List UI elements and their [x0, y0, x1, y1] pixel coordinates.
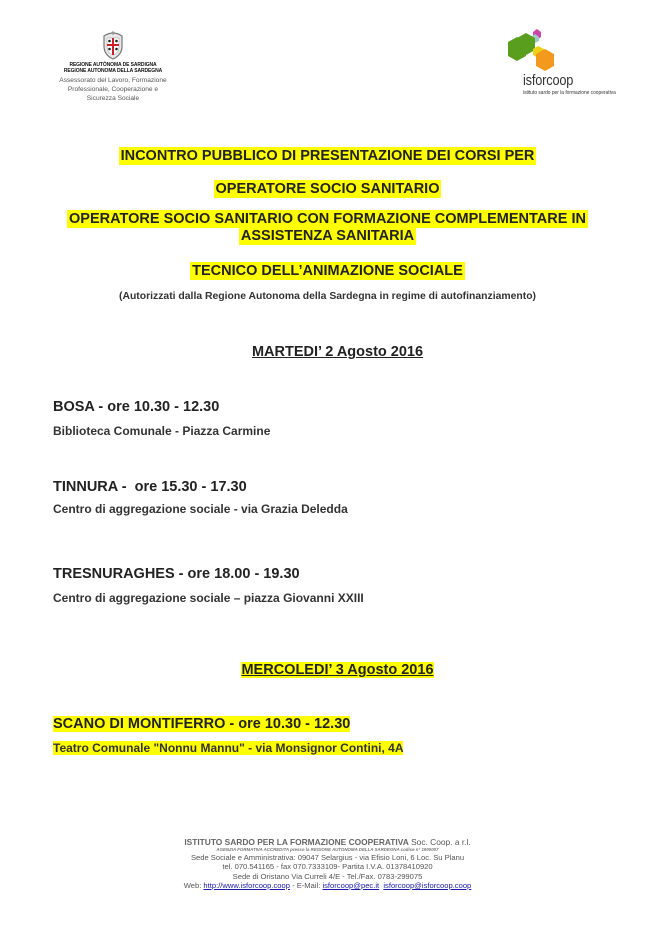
title-oss: [0, 181, 655, 197]
regione-sardegna-logo: [48, 30, 178, 103]
footer-contacts: [0, 881, 655, 890]
event-place-tresnuraghes: Centro di aggregazione sociale – piazza Giovanni XXIII: [53, 591, 364, 605]
footer-sede: Sede Sociale e Amministrativa: 09047 Selargius - via Efisio Loni, 6 Loc. Su Planu: [190, 853, 465, 863]
footer-accreditation: AGENZIA FORMATIVA ACCREDITA presso la REGIONE AUTONOMA DELLA SARDEGNA codice n° 1900007: [216, 847, 439, 853]
assessorato-line-1: Assessorato del Lavoro, Formazione: [59, 77, 167, 84]
regione-name-sardinian: REGIONE AUTÒNOMA DE SARDIGNA: [69, 62, 157, 68]
coat-of-arms-icon: [100, 30, 126, 60]
event-place-tinnura: Centro di aggregazione sociale - via Grazia Deledda: [53, 502, 348, 516]
title-line-3a: OPERATORE SOCIO SANITARIO CON FORMAZIONE COMPLEMENTARE IN: [69, 211, 586, 227]
footer-org-name: ISTITUTO SARDO PER LA FORMAZIONE COOPERATIVA: [184, 837, 409, 847]
footer: [0, 838, 655, 890]
assessorato-text: [48, 76, 178, 103]
assessorato-line-3: Sicurezza Sociale: [86, 95, 140, 102]
isforcoop-wordmark: isforcoop: [523, 72, 574, 89]
isforcoop-tagline: istituto sardo per la formazione cooperativa: [523, 90, 616, 96]
hexagon-logo-icon: [506, 26, 556, 78]
date-heading-mercoledi: [10, 662, 655, 678]
email-pec-link[interactable]: isforcoop@pec.it: [322, 880, 380, 890]
event-title-tinnura: TINNURA - ore 15.30 - 17.30: [53, 479, 247, 495]
footer-oristano: Sede di Oristano Via Curreli 4/E - Tel./Fax. 0783-299075: [232, 871, 423, 881]
date-text: MERCOLEDI’ 3 Agosto 2016: [241, 662, 434, 678]
title-incontro-pubblico: [0, 148, 655, 164]
website-link[interactable]: http://www.isforcoop.coop: [203, 880, 290, 890]
date-text: MARTEDI’ 2 Agosto 2016: [251, 344, 424, 360]
event-place-text: Teatro Comunale "Nonnu Mannu" - via Monsignor Contini, 4A: [53, 741, 404, 755]
assessorato-line-2: Professionale, Cooperazione e: [67, 86, 159, 93]
event-place-scano: [53, 741, 403, 755]
footer-web-label: Web:: [183, 880, 204, 890]
event-title-text: SCANO DI MONTIFERRO - ore 10.30 - 12.30: [53, 716, 351, 732]
footer-tel: tel. 070.541165 - fax 070.7333109- Partita I.V.A. 01378410920: [222, 862, 433, 872]
date-heading-martedi: [10, 344, 655, 360]
title-line-1: INCONTRO PUBBLICO DI PRESENTAZIONE DEI CORSI PER: [120, 148, 535, 164]
isforcoop-logo: [506, 26, 636, 96]
regione-name-italian: REGIONE AUTONOMA DELLA SARDEGNA: [63, 68, 163, 74]
title-line-4: TECNICO DELL’ANIMAZIONE SOCIALE: [192, 263, 463, 279]
event-title-scano: [53, 716, 350, 732]
footer-email-label: - E-Mail:: [289, 880, 323, 890]
footer-org-line: [0, 838, 655, 847]
event-title-tresnuraghes: TRESNURAGHES - ore 18.00 - 19.30: [53, 566, 300, 582]
title-oss-complementare: [0, 211, 655, 245]
subtitle-autorizzati: (Autorizzati dalla Regione Autonoma della Sardegna in regime di autofinanziamento): [118, 291, 536, 302]
email-main-link[interactable]: isforcoop@isforcoop.coop: [383, 880, 472, 890]
title-line-2: OPERATORE SOCIO SANITARIO: [215, 181, 440, 197]
title-tecnico-animazione: [0, 263, 655, 279]
event-title-bosa: BOSA - ore 10.30 - 12.30: [53, 399, 220, 415]
title-line-3b: ASSISTENZA SANITARIA: [240, 228, 415, 244]
footer-org-suffix: Soc. Coop. a r.l.: [408, 837, 471, 847]
event-place-bosa: Biblioteca Comunale - Piazza Carmine: [53, 424, 271, 438]
